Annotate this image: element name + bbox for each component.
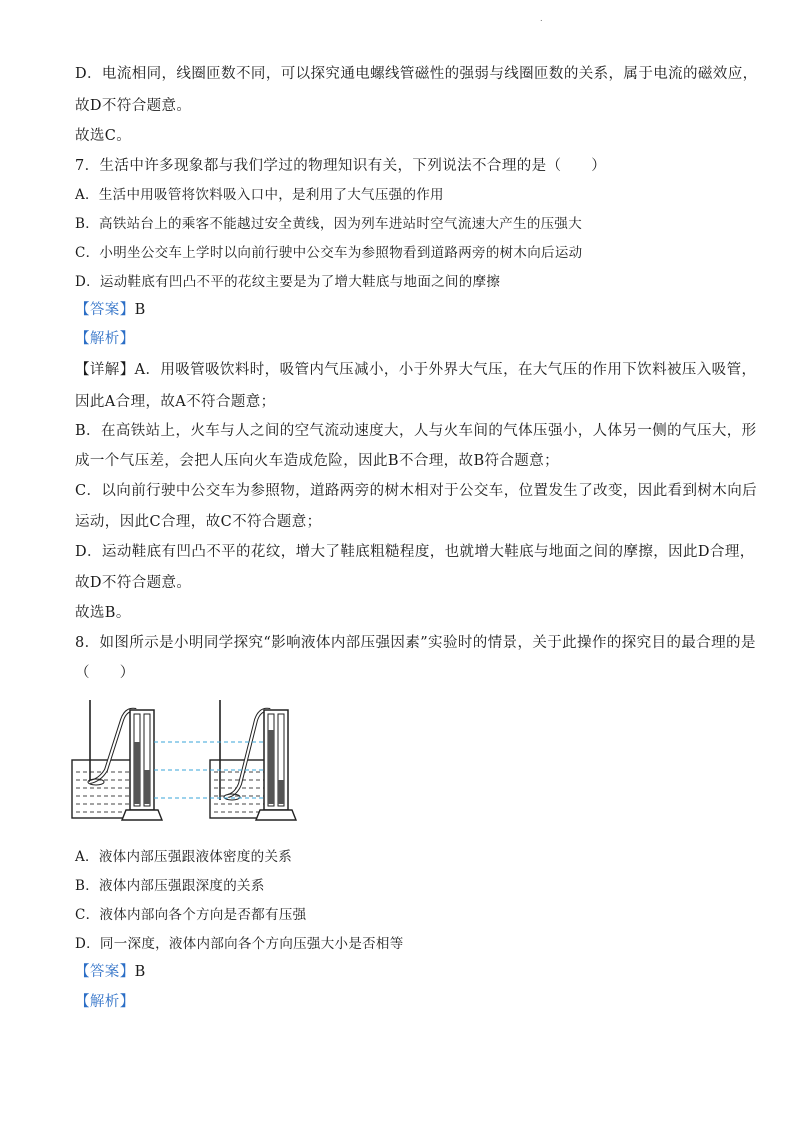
text-line: （ ）: [75, 665, 135, 681]
answer-tag: 【答案】: [75, 302, 135, 318]
text-line: 故D不符合题意。: [75, 575, 192, 591]
answer-value: B: [134, 302, 146, 318]
text-line: D．电流相同，线圈匝数不同，可以探究通电螺线管磁性的强弱与线圈匝数的关系，属于电流的磁效应，: [75, 66, 758, 82]
text-line: 故D不符合题意。: [75, 98, 192, 114]
text-line: C．以向前行驶中公交车为参照物，道路两旁的树木相对于公交车，位置发生了改变，因此看到树木向后: [75, 483, 757, 499]
analysis-line: [75, 329, 735, 349]
detail-line: [75, 360, 757, 380]
answer-value: B: [134, 964, 146, 980]
left-apparatus: [72, 700, 162, 820]
option-a: A．生活中用吸管将饮料吸入口中，是利用了大气压强的作用: [75, 187, 444, 203]
option-b: B．高铁站台上的乘客不能越过安全黄线，因为列车进站时空气流速大产生的压强大: [75, 216, 583, 232]
option-a: A．液体内部压强跟液体密度的关系: [75, 849, 293, 865]
question-7: 7．生活中许多现象都与我们学过的物理知识有关，下列说法不合理的是（ ）: [75, 158, 607, 174]
answer-tag: 【答案】: [75, 964, 135, 980]
analysis-tag: 【解析】: [75, 331, 135, 347]
analysis-tag: 【解析】: [75, 994, 135, 1010]
option-b: B．液体内部压强跟深度的关系: [75, 878, 265, 894]
option-c: C．小明坐公交车上学时以向前行驶中公交车为参照物看到道路两旁的树木向后运动: [75, 245, 583, 261]
detail-text: A．用吸管吸饮料时，吸管内气压减小，小于外界大气压，在大气压的作用下饮料被压入吸管，: [134, 362, 757, 378]
text-line: B．在高铁站上，火车与人之间的空气流动速度大，人与火车间的气体压强小，人体另一侧的气压大，形: [75, 423, 757, 439]
analysis-line: [75, 992, 735, 1012]
text-line: 因此A合理，故A不符合题意；: [75, 394, 276, 410]
text-line: D．运动鞋底有凹凸不平的花纹，增大了鞋底粗糙程度，也就增大鞋底与地面之间的摩擦，因此D合理，: [75, 544, 755, 560]
text-line: 故选B。: [75, 605, 131, 621]
question-8: 8．如图所示是小明同学探究“影响液体内部压强因素”实验时的情景，关于此操作的探究目的最合理的是: [75, 635, 756, 651]
detail-tag: 【详解】: [75, 362, 135, 378]
text-line: 运动，因此C合理，故C不符合题意；: [75, 514, 322, 530]
corner-mark: .: [540, 14, 543, 23]
answer-line: [75, 300, 735, 320]
right-apparatus: [210, 700, 296, 820]
option-c: C．液体内部向各个方向是否都有压强: [75, 907, 307, 923]
text-line: 成一个气压差，会把人压向火车造成危险，因此B不合理，故B符合题意；: [75, 453, 560, 469]
text-line: 故选C。: [75, 128, 132, 144]
option-d: D．同一深度，液体内部向各个方向压强大小是否相等: [75, 936, 404, 952]
pressure-experiment-figure: [70, 700, 400, 825]
answer-line: [75, 962, 735, 982]
option-d: D．运动鞋底有凹凸不平的花纹主要是为了增大鞋底与地面之间的摩擦: [75, 274, 501, 290]
